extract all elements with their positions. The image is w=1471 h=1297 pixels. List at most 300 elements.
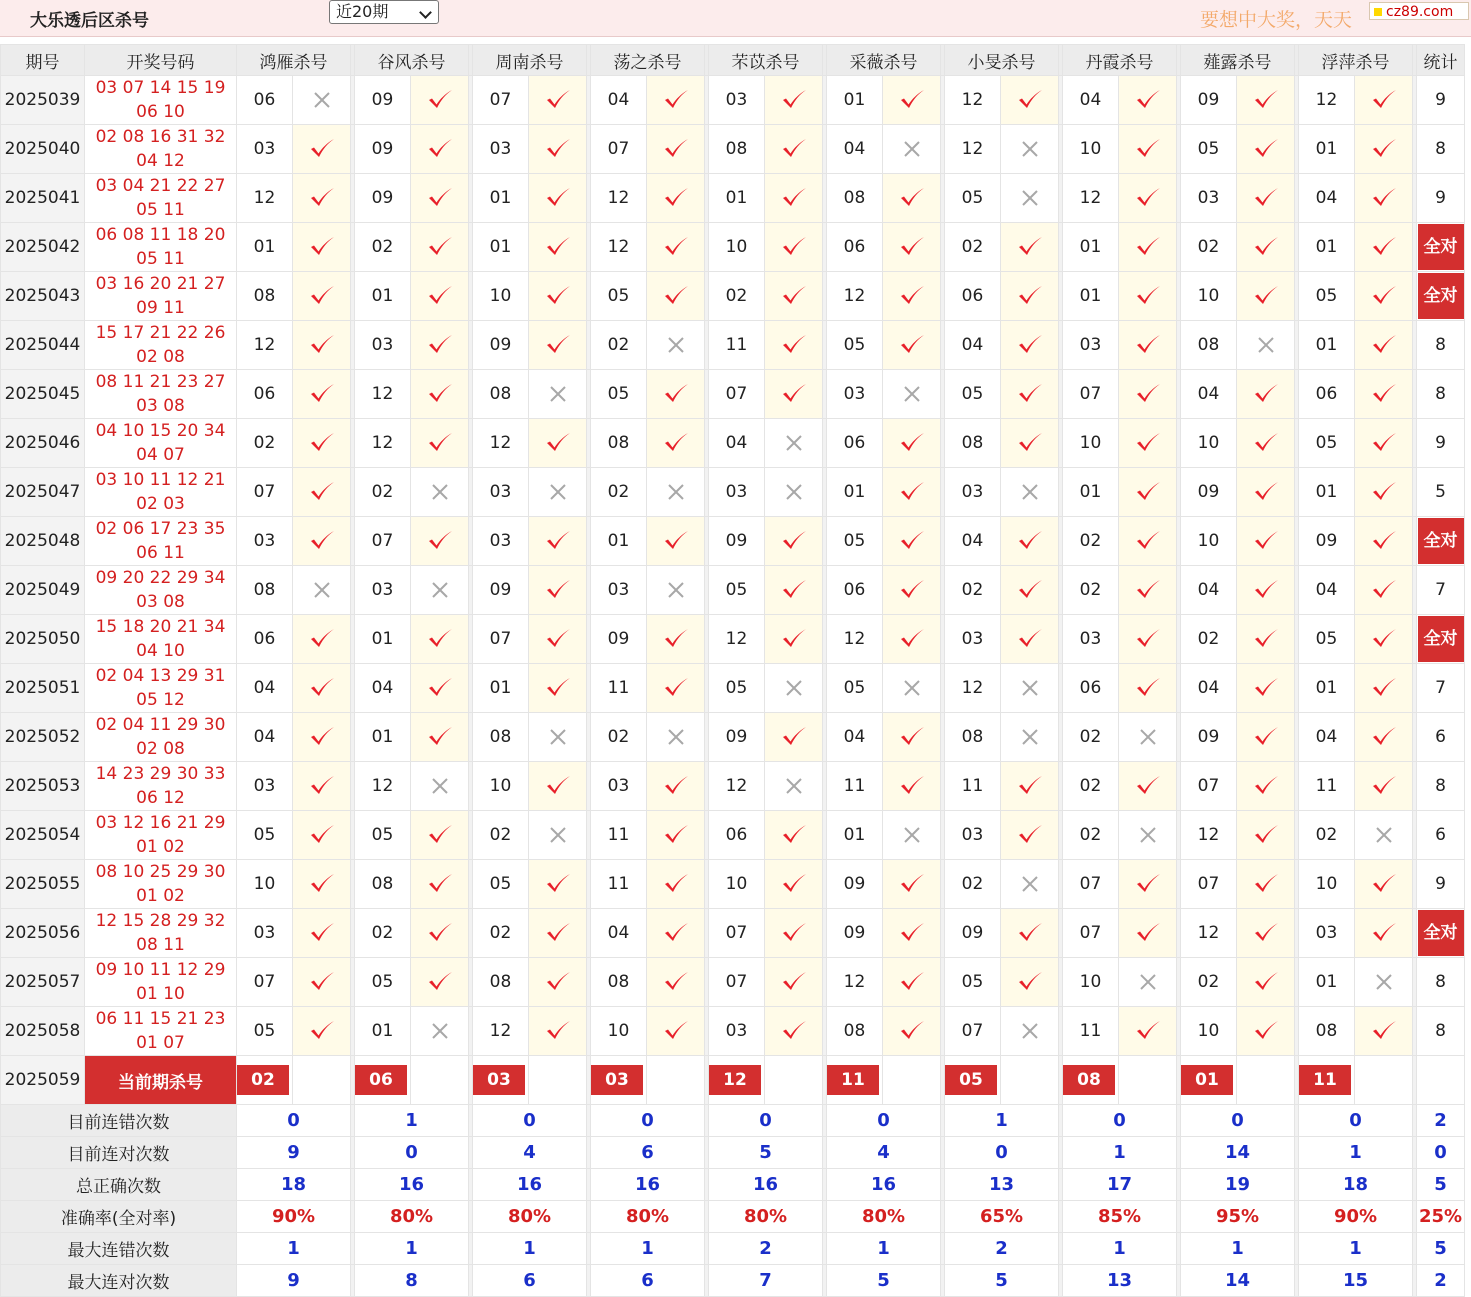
kill-number-cell: 05 xyxy=(355,958,411,1007)
current-kill-label: 当前期杀号 xyxy=(85,1056,237,1105)
kill-number-cell: 09 xyxy=(709,517,765,566)
cross-icon xyxy=(426,1019,454,1043)
kill-number-cell: 10 xyxy=(473,762,529,811)
current-kill-number: 11 xyxy=(1299,1065,1351,1095)
kill-number-cell: 07 xyxy=(473,615,529,664)
header-expert: 采薇杀号 xyxy=(827,45,941,76)
summary-stat-value: 5 xyxy=(1417,1169,1465,1201)
current-blank-cell xyxy=(1355,1056,1413,1105)
slogan-banner[interactable]: 要想中大奖，天天 xyxy=(1200,9,1353,31)
summary-value: 6 xyxy=(591,1137,705,1169)
result-cell xyxy=(1119,664,1177,713)
result-cell xyxy=(1237,811,1295,860)
kill-number-cell: 08 xyxy=(827,1007,883,1056)
kill-number-cell: 02 xyxy=(473,811,529,860)
kill-number-cell: 05 xyxy=(591,370,647,419)
draw-numbers-cell xyxy=(85,811,237,860)
summary-value: 80% xyxy=(473,1201,587,1233)
kill-number-cell: 02 xyxy=(355,909,411,958)
header-expert: 谷风杀号 xyxy=(355,45,469,76)
draw-numbers-cell xyxy=(85,664,237,713)
table-row xyxy=(1,223,1465,272)
check-icon xyxy=(308,235,336,259)
result-cell xyxy=(1355,125,1413,174)
stat-cell xyxy=(1417,174,1465,223)
result-cell xyxy=(883,321,941,370)
cross-icon xyxy=(544,823,572,847)
kill-number-cell: 02 xyxy=(1181,223,1237,272)
current-period-row xyxy=(1,1056,1465,1105)
result-cell xyxy=(411,860,469,909)
check-icon xyxy=(662,970,690,994)
kill-number-cell: 03 xyxy=(237,517,293,566)
summary-stat-value: 5 xyxy=(1417,1233,1465,1265)
check-icon xyxy=(308,872,336,896)
result-cell xyxy=(1237,713,1295,762)
summary-stat-value: 25% xyxy=(1417,1201,1465,1233)
header-expert: 薤露杀号 xyxy=(1181,45,1295,76)
stat-value: 8 xyxy=(1435,139,1446,159)
kill-number-cell: 08 xyxy=(237,272,293,321)
table-row xyxy=(1,615,1465,664)
kill-number-cell: 09 xyxy=(473,566,529,615)
result-cell xyxy=(1119,370,1177,419)
check-icon xyxy=(1134,529,1162,553)
result-cell xyxy=(765,566,823,615)
result-cell xyxy=(1355,762,1413,811)
kill-number-cell: 09 xyxy=(709,713,765,762)
kill-number-cell: 07 xyxy=(709,909,765,958)
kill-number-cell: 04 xyxy=(1181,370,1237,419)
back-numbers: 03 08 xyxy=(136,396,185,416)
stat-value: 6 xyxy=(1435,727,1446,747)
period-cell: 2025042 xyxy=(1,223,85,272)
header-expert: 周南杀号 xyxy=(473,45,587,76)
kill-number-cell: 09 xyxy=(945,909,1001,958)
header-expert: 浮萍杀号 xyxy=(1299,45,1413,76)
all-correct-badge: 全对 xyxy=(1418,224,1464,270)
kill-number-cell: 02 xyxy=(1063,713,1119,762)
result-cell xyxy=(529,713,587,762)
draw-numbers-cell xyxy=(85,958,237,1007)
check-icon xyxy=(308,725,336,749)
summary-value: 7 xyxy=(709,1265,823,1297)
summary-value: 6 xyxy=(473,1265,587,1297)
kill-number-cell: 05 xyxy=(1299,615,1355,664)
table-row xyxy=(1,370,1465,419)
check-icon xyxy=(308,431,336,455)
result-cell xyxy=(647,370,705,419)
check-icon xyxy=(1370,333,1398,357)
result-cell xyxy=(765,321,823,370)
kill-number-cell: 09 xyxy=(827,909,883,958)
draw-numbers-cell xyxy=(85,1007,237,1056)
kill-number-cell: 04 xyxy=(827,713,883,762)
check-icon xyxy=(1252,921,1280,945)
check-icon xyxy=(426,627,454,651)
result-cell xyxy=(765,860,823,909)
kill-number-cell: 04 xyxy=(591,909,647,958)
summary-label: 准确率(全对率) xyxy=(1,1201,237,1233)
result-cell xyxy=(1119,958,1177,1007)
result-cell xyxy=(411,174,469,223)
check-icon xyxy=(1370,872,1398,896)
kill-number-cell: 12 xyxy=(473,419,529,468)
result-cell xyxy=(647,76,705,125)
kill-number-cell: 07 xyxy=(1063,860,1119,909)
kill-number-cell: 08 xyxy=(1181,321,1237,370)
back-numbers: 02 08 xyxy=(136,739,185,759)
stat-cell xyxy=(1417,615,1465,664)
check-icon xyxy=(544,1019,572,1043)
kill-number-cell: 08 xyxy=(709,125,765,174)
kill-number-cell: 01 xyxy=(1299,223,1355,272)
summary-value: 90% xyxy=(237,1201,351,1233)
check-icon xyxy=(1016,970,1044,994)
summary-value: 5 xyxy=(827,1265,941,1297)
kill-number-cell: 07 xyxy=(1181,860,1237,909)
kill-number-cell: 01 xyxy=(355,713,411,762)
kill-number-cell: 01 xyxy=(355,272,411,321)
stat-value: 9 xyxy=(1435,188,1446,208)
result-cell xyxy=(529,909,587,958)
kill-number-cell: 12 xyxy=(827,615,883,664)
check-icon xyxy=(1134,235,1162,259)
summary-value: 0 xyxy=(1063,1105,1177,1137)
summary-value: 14 xyxy=(1181,1265,1295,1297)
kill-number-cell: 01 xyxy=(591,517,647,566)
summary-value: 1 xyxy=(355,1233,469,1265)
check-icon xyxy=(1370,88,1398,112)
kill-number-cell: 05 xyxy=(827,664,883,713)
current-kill-cell xyxy=(1299,1056,1355,1105)
check-icon xyxy=(1134,284,1162,308)
check-icon xyxy=(1016,382,1044,406)
result-cell xyxy=(411,419,469,468)
result-cell xyxy=(293,811,351,860)
summary-value: 95% xyxy=(1181,1201,1295,1233)
front-numbers: 02 08 16 31 32 xyxy=(95,127,226,147)
cross-icon xyxy=(780,480,808,504)
kill-number-cell: 03 xyxy=(473,517,529,566)
kill-number-cell: 01 xyxy=(237,223,293,272)
cross-icon xyxy=(1370,970,1398,994)
check-icon xyxy=(1252,627,1280,651)
current-blank-cell xyxy=(883,1056,941,1105)
stat-value: 8 xyxy=(1435,972,1446,992)
summary-value: 1 xyxy=(1299,1233,1413,1265)
kill-number-cell: 02 xyxy=(1181,615,1237,664)
kill-number-cell: 02 xyxy=(355,223,411,272)
result-cell xyxy=(1119,615,1177,664)
period-cell: 2025045 xyxy=(1,370,85,419)
result-cell xyxy=(647,1007,705,1056)
draw-numbers-cell xyxy=(85,223,237,272)
result-cell xyxy=(1237,223,1295,272)
check-icon xyxy=(544,921,572,945)
kill-number-cell: 12 xyxy=(709,615,765,664)
header-row xyxy=(1,45,1465,76)
kill-number-cell: 09 xyxy=(355,76,411,125)
cross-icon xyxy=(1134,725,1162,749)
check-icon xyxy=(544,235,572,259)
check-icon xyxy=(1016,529,1044,553)
check-icon xyxy=(1252,137,1280,161)
period-cell: 2025050 xyxy=(1,615,85,664)
result-cell xyxy=(293,321,351,370)
table-row xyxy=(1,321,1465,370)
table-header xyxy=(1,45,1465,76)
check-icon xyxy=(898,88,926,112)
period-cell: 2025051 xyxy=(1,664,85,713)
kill-number-cell: 04 xyxy=(1299,174,1355,223)
all-correct-badge: 全对 xyxy=(1418,910,1464,956)
result-cell xyxy=(1119,517,1177,566)
result-cell xyxy=(1355,713,1413,762)
result-cell xyxy=(883,370,941,419)
summary-value: 2 xyxy=(945,1233,1059,1265)
result-cell xyxy=(647,419,705,468)
summary-value: 80% xyxy=(709,1201,823,1233)
result-cell xyxy=(883,713,941,762)
front-numbers: 03 12 16 21 29 xyxy=(95,813,226,833)
current-kill-number: 12 xyxy=(709,1065,761,1095)
cross-icon xyxy=(662,480,690,504)
kill-number-cell: 02 xyxy=(591,321,647,370)
check-icon xyxy=(662,627,690,651)
current-kill-cell xyxy=(945,1056,1001,1105)
summary-value: 85% xyxy=(1063,1201,1177,1233)
kill-number-cell: 03 xyxy=(591,566,647,615)
check-icon xyxy=(308,970,336,994)
kill-number-cell: 02 xyxy=(709,272,765,321)
kill-number-cell: 01 xyxy=(1299,958,1355,1007)
current-kill-number: 08 xyxy=(1063,1065,1115,1095)
result-cell xyxy=(1001,1007,1059,1056)
summary-value: 16 xyxy=(355,1169,469,1201)
kill-number-cell: 09 xyxy=(1181,713,1237,762)
kill-number-cell: 03 xyxy=(945,615,1001,664)
check-icon xyxy=(308,823,336,847)
result-cell xyxy=(765,664,823,713)
kill-number-cell: 11 xyxy=(945,762,1001,811)
result-cell xyxy=(529,517,587,566)
period-cell: 2025058 xyxy=(1,1007,85,1056)
cross-icon xyxy=(1016,725,1044,749)
result-cell xyxy=(1119,566,1177,615)
result-cell xyxy=(765,713,823,762)
result-cell xyxy=(883,860,941,909)
result-cell xyxy=(1237,125,1295,174)
result-cell xyxy=(765,174,823,223)
result-cell xyxy=(883,615,941,664)
stat-cell xyxy=(1417,1007,1465,1056)
kill-number-cell: 12 xyxy=(355,419,411,468)
result-cell xyxy=(529,174,587,223)
kill-number-cell: 03 xyxy=(473,468,529,517)
kill-number-cell: 06 xyxy=(827,566,883,615)
current-kill-cell xyxy=(1181,1056,1237,1105)
stat-cell xyxy=(1417,860,1465,909)
kill-number-cell: 06 xyxy=(945,272,1001,321)
kill-number-cell: 05 xyxy=(827,517,883,566)
kill-number-cell: 12 xyxy=(1181,811,1237,860)
check-icon xyxy=(1016,627,1044,651)
summary-value: 1 xyxy=(237,1233,351,1265)
kill-number-cell: 10 xyxy=(1181,517,1237,566)
result-cell xyxy=(1237,321,1295,370)
kill-number-cell: 08 xyxy=(355,860,411,909)
kill-number-cell: 03 xyxy=(945,811,1001,860)
result-cell xyxy=(883,419,941,468)
check-icon xyxy=(1370,529,1398,553)
check-icon xyxy=(1016,921,1044,945)
kill-number-cell: 10 xyxy=(1181,272,1237,321)
summary-value: 80% xyxy=(355,1201,469,1233)
result-cell xyxy=(1237,174,1295,223)
draw-numbers-cell xyxy=(85,174,237,223)
check-icon xyxy=(1370,676,1398,700)
result-cell xyxy=(529,860,587,909)
front-numbers: 08 10 25 29 30 xyxy=(95,862,226,882)
draw-numbers-cell xyxy=(85,566,237,615)
result-cell xyxy=(883,223,941,272)
check-icon xyxy=(662,529,690,553)
result-cell xyxy=(529,419,587,468)
kill-number-cell: 04 xyxy=(945,321,1001,370)
summary-value: 1 xyxy=(827,1233,941,1265)
result-cell xyxy=(293,125,351,174)
back-numbers: 05 11 xyxy=(136,249,185,269)
cross-icon xyxy=(426,480,454,504)
kill-number-cell: 08 xyxy=(945,419,1001,468)
header-period: 期号 xyxy=(1,45,85,76)
result-cell xyxy=(883,76,941,125)
result-cell xyxy=(1237,615,1295,664)
kill-number-cell: 10 xyxy=(1181,1007,1237,1056)
check-icon xyxy=(780,529,808,553)
result-cell xyxy=(765,76,823,125)
kill-number-cell: 01 xyxy=(1299,125,1355,174)
check-icon xyxy=(662,774,690,798)
check-icon xyxy=(1252,186,1280,210)
check-icon xyxy=(662,235,690,259)
period-cell: 2025049 xyxy=(1,566,85,615)
stat-cell xyxy=(1417,125,1465,174)
current-kill-cell xyxy=(473,1056,529,1105)
kill-number-cell: 02 xyxy=(1299,811,1355,860)
current-kill-number: 03 xyxy=(591,1065,643,1095)
site-logo-badge[interactable] xyxy=(1369,2,1469,20)
result-cell xyxy=(1001,272,1059,321)
front-numbers: 09 10 11 12 29 xyxy=(95,960,226,980)
kill-number-cell: 04 xyxy=(945,517,1001,566)
result-cell xyxy=(1001,321,1059,370)
check-icon xyxy=(898,431,926,455)
check-icon xyxy=(426,529,454,553)
check-icon xyxy=(308,480,336,504)
summary-value: 16 xyxy=(473,1169,587,1201)
check-icon xyxy=(308,284,336,308)
check-icon xyxy=(1252,725,1280,749)
cross-icon xyxy=(780,676,808,700)
back-numbers: 01 10 xyxy=(136,984,185,1004)
stat-cell xyxy=(1417,321,1465,370)
period-cell: 2025053 xyxy=(1,762,85,811)
table-row xyxy=(1,517,1465,566)
kill-number-cell: 04 xyxy=(237,713,293,762)
check-icon xyxy=(1370,578,1398,602)
kill-number-cell: 07 xyxy=(945,1007,1001,1056)
table-row xyxy=(1,909,1465,958)
result-cell xyxy=(1355,517,1413,566)
result-cell xyxy=(1355,468,1413,517)
cross-icon xyxy=(1016,186,1044,210)
result-cell xyxy=(1355,76,1413,125)
current-kill-number: 01 xyxy=(1181,1065,1233,1095)
result-cell xyxy=(411,272,469,321)
check-icon xyxy=(1016,431,1044,455)
result-cell xyxy=(1237,517,1295,566)
summary-value: 0 xyxy=(827,1105,941,1137)
kill-number-cell: 02 xyxy=(591,713,647,762)
back-numbers: 01 02 xyxy=(136,837,185,857)
result-cell xyxy=(1001,419,1059,468)
check-icon xyxy=(1252,676,1280,700)
check-icon xyxy=(780,921,808,945)
cross-icon xyxy=(1252,333,1280,357)
cross-icon xyxy=(426,578,454,602)
kill-number-cell: 05 xyxy=(827,321,883,370)
summary-row xyxy=(1,1265,1465,1297)
result-cell xyxy=(1237,370,1295,419)
all-correct-badge: 全对 xyxy=(1418,616,1464,662)
back-numbers: 09 11 xyxy=(136,298,185,318)
check-icon xyxy=(1016,578,1044,602)
kill-number-cell: 05 xyxy=(1181,125,1237,174)
result-cell xyxy=(1001,370,1059,419)
back-numbers: 04 07 xyxy=(136,445,185,465)
kill-number-cell: 12 xyxy=(945,125,1001,174)
result-cell xyxy=(293,174,351,223)
result-cell xyxy=(529,1007,587,1056)
result-cell xyxy=(529,762,587,811)
draw-numbers-cell xyxy=(85,76,237,125)
check-icon xyxy=(1252,431,1280,455)
kill-number-cell: 12 xyxy=(237,321,293,370)
kill-number-cell: 09 xyxy=(1299,517,1355,566)
period-select[interactable] xyxy=(329,0,439,24)
summary-value: 0 xyxy=(1299,1105,1413,1137)
summary-value: 1 xyxy=(355,1105,469,1137)
summary-value: 1 xyxy=(591,1233,705,1265)
summary-value: 14 xyxy=(1181,1137,1295,1169)
result-cell xyxy=(411,517,469,566)
check-icon xyxy=(426,725,454,749)
front-numbers: 12 15 28 29 32 xyxy=(95,911,226,931)
result-cell xyxy=(647,664,705,713)
kill-number-cell: 06 xyxy=(237,615,293,664)
header-expert: 丹霞杀号 xyxy=(1063,45,1177,76)
kill-number-cell: 09 xyxy=(355,174,411,223)
check-icon xyxy=(1134,774,1162,798)
draw-numbers-cell xyxy=(85,615,237,664)
check-icon xyxy=(544,774,572,798)
cross-icon xyxy=(308,578,336,602)
kill-number-cell: 03 xyxy=(591,762,647,811)
summary-value: 1 xyxy=(1063,1233,1177,1265)
check-icon xyxy=(1370,774,1398,798)
